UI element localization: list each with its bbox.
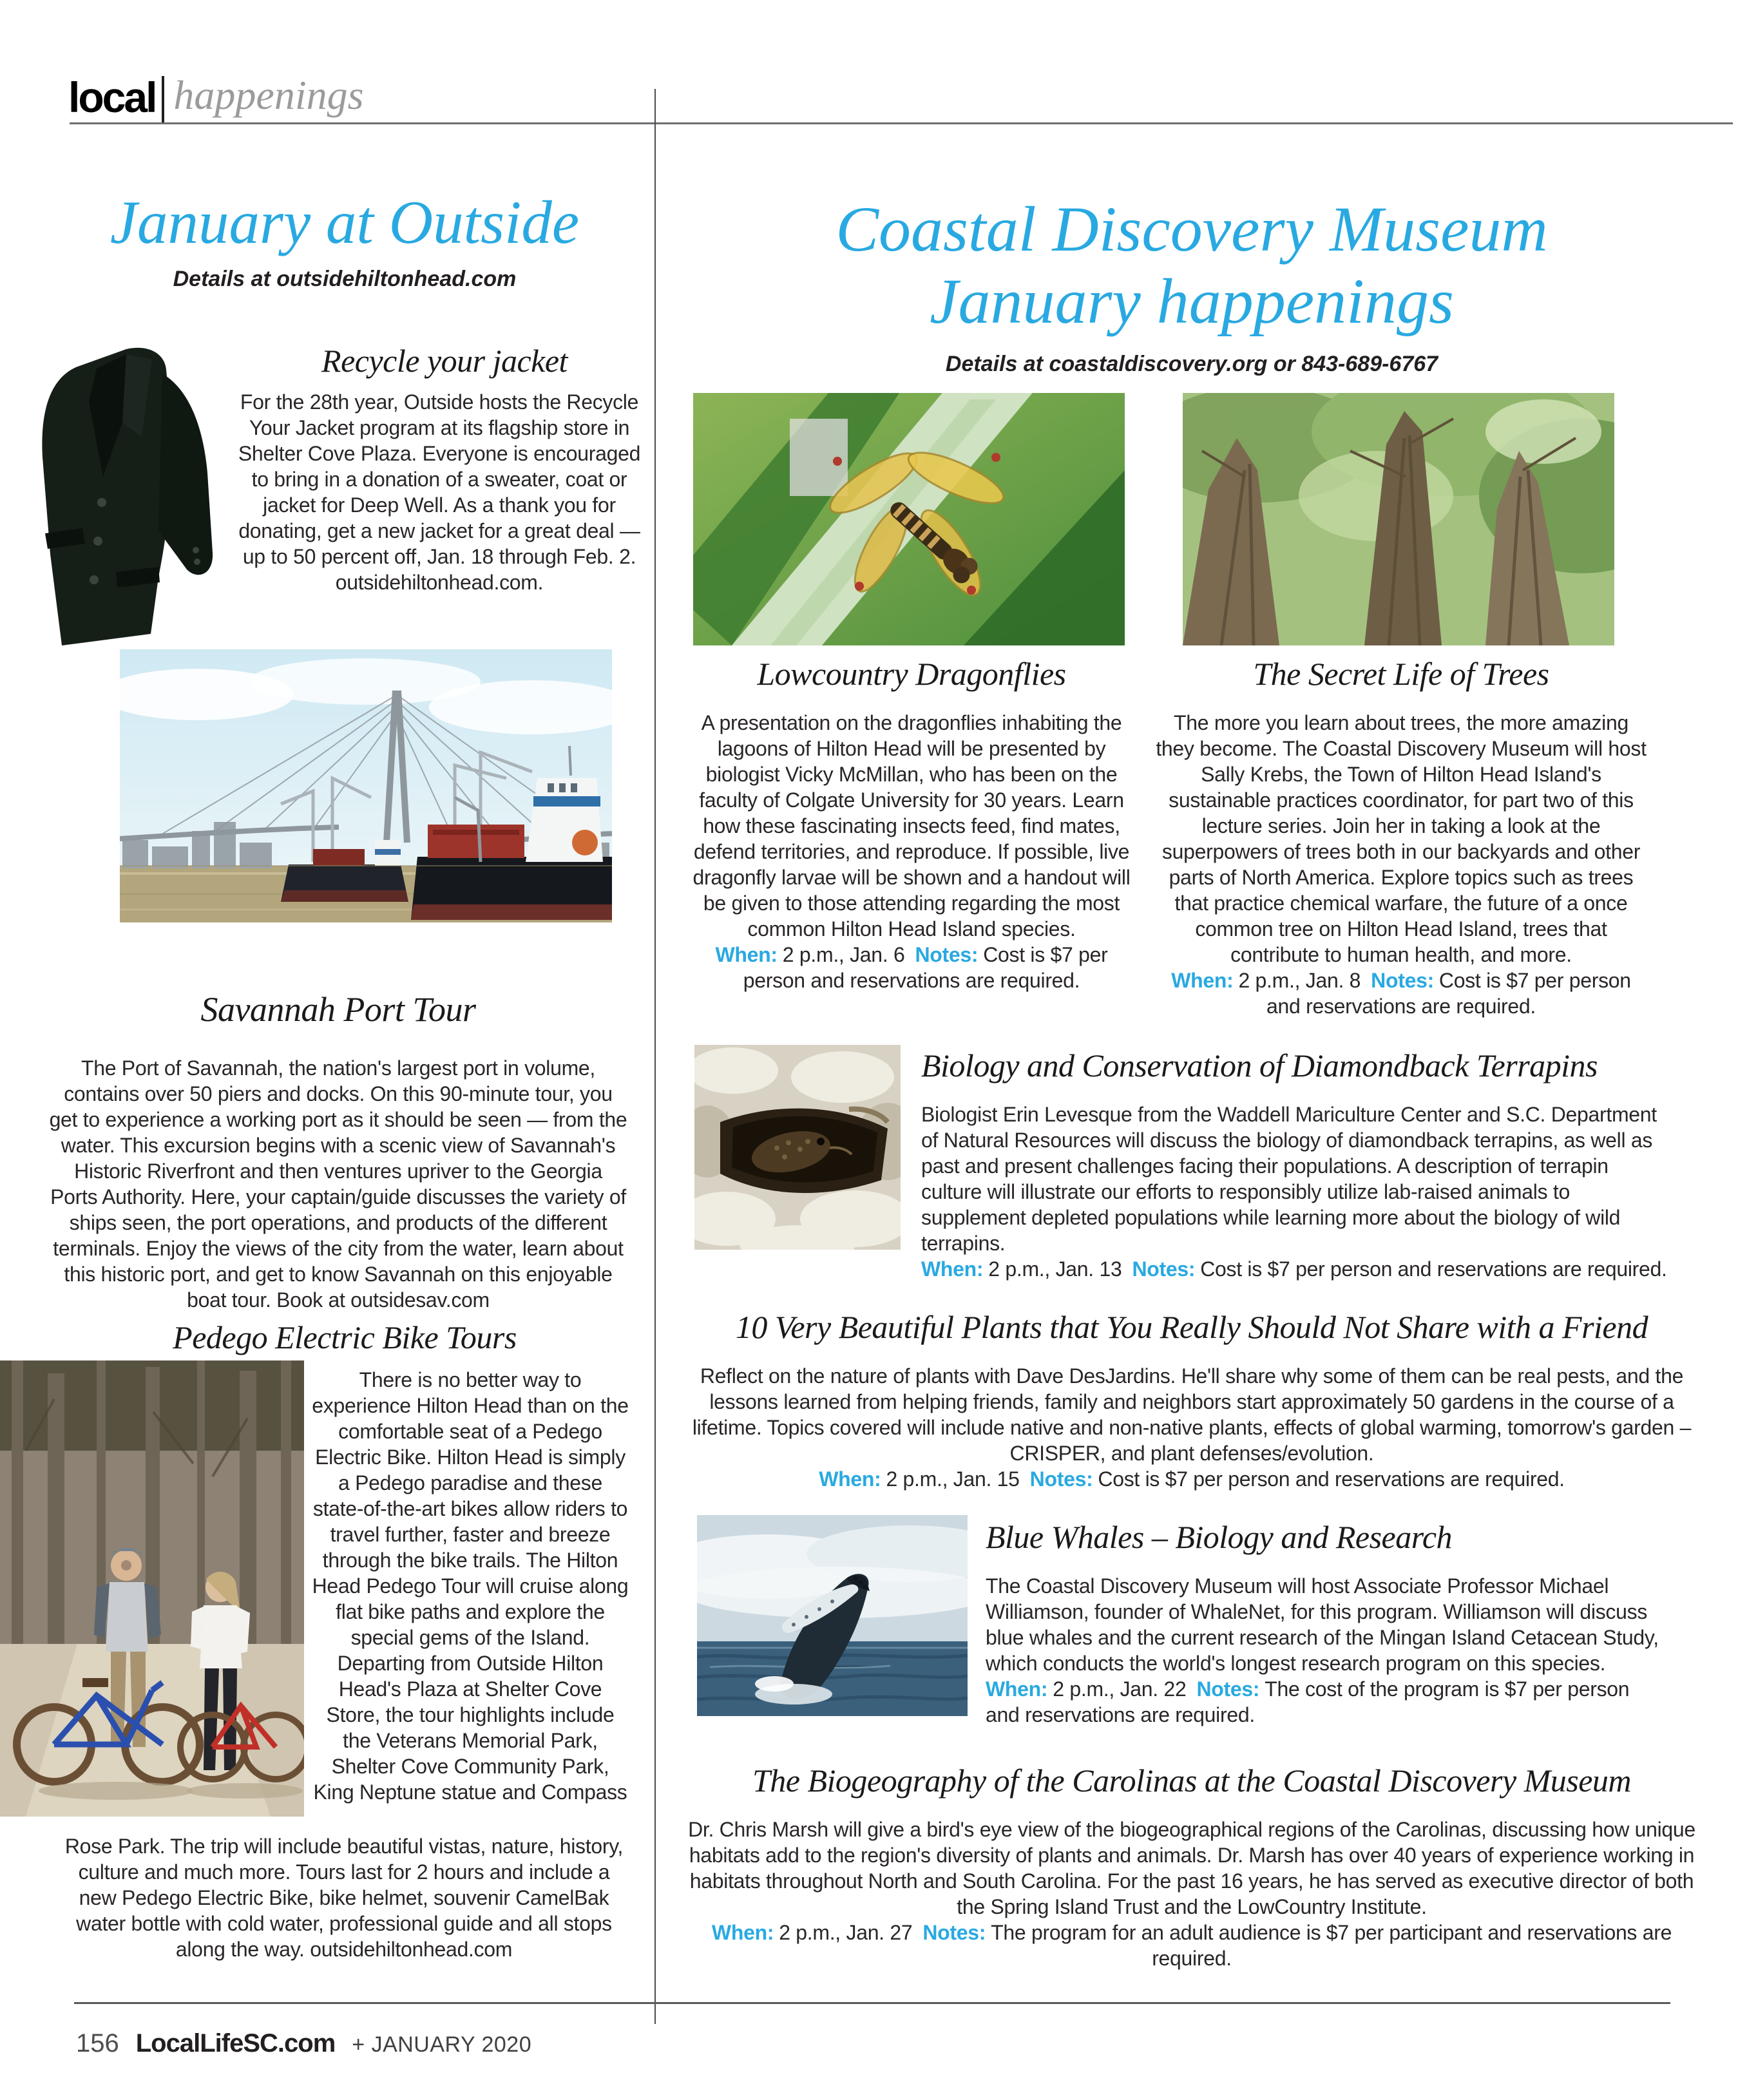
pedego-bikes-photo: [0, 1360, 304, 1817]
biogeography-section: [686, 1762, 1697, 1971]
header-rule: [70, 122, 1733, 124]
when-value: 2 p.m., Jan. 22: [1053, 1677, 1187, 1701]
page-footer: [76, 2029, 531, 2058]
whales-section: [986, 1519, 1668, 1728]
notes-value: Cost is $7 per person and reservations are required.: [1098, 1467, 1565, 1491]
trees-photo: [1183, 393, 1614, 645]
plants-heading: 10 Very Beautiful Plants that You Really Should Not Share with a Friend: [735, 1309, 1648, 1345]
right-title-line1: Coastal Discovery Museum: [836, 193, 1548, 265]
when-label: When:: [711, 1920, 774, 1944]
notes-label: Notes:: [1196, 1677, 1260, 1701]
footer-rule: [74, 2002, 1670, 2004]
right-title-line2: January happenings: [930, 265, 1454, 337]
savannah-section: [48, 989, 628, 1313]
left-subtitle: Details at outsidehiltonhead.com: [173, 267, 517, 292]
notes-label: Notes:: [1132, 1257, 1196, 1281]
recycle-heading-text: Recycle your jacket: [321, 343, 568, 379]
dragonflies-section: [686, 656, 1137, 993]
savannah-body: The Port of Savannah, the nation's largest port in volume, contains over 50 piers and docks. On this 90-minute tour, you get to experience a working port as it should be seen — from the water. This excursion begins with a scenic view of Savannah's Historic Riverfront and then ventures upriver to the Georgia Ports Authority. Here, your captain/guide discusses the variety of ships seen, the port operations, and products of the different terminals. Enjoy the views of the city from the water, learn about this historic port, and get to know Savannah on this enjoyable boat tour. Book at outsidesav.com: [49, 1056, 627, 1312]
trees-when-notes: [1153, 968, 1649, 1019]
pedego-heading-text: Pedego Electric Bike Tours: [173, 1319, 517, 1355]
pedego-body-full: Rose Park. The trip will include beautiful vistas, nature, history, culture and much more. Tours last for 2 hours and include a new Pedego Electric Bike, bike helmet, souvenir CamelBak water bottle with cold water, professional guide and all stops along the way. outsidehiltonhead.com: [64, 1835, 624, 1961]
terrapin-photo: [694, 1045, 901, 1250]
plants-body: Reflect on the nature of plants with Dave DesJardins. He'll share why some of them can be real pests, and the lessons learned from helping friends, family and neighbors start approximately 50 gardens in the course of a lifetime. Topics covered will include native and non-native plants, effects of global warming, tomorrow's garden – CRISPER, and plant defenses/evolution.: [692, 1364, 1692, 1465]
when-value: 2 p.m., Jan. 8: [1238, 968, 1361, 992]
whales-body: The Coastal Discovery Museum will host Associate Professor Michael Williamson, founder of WhaleNet, for this program. Williamson will discuss blue whales and the current research of the Mingan Island Cetacean Study, which conducts the world's longest research program on this species.: [986, 1574, 1659, 1675]
logo-word: local: [68, 73, 156, 121]
footer-issue: + JANUARY 2020: [352, 2032, 532, 2057]
notes-label: Notes:: [922, 1920, 986, 1944]
plants-when-notes: [680, 1466, 1704, 1492]
whales-heading: Blue Whales – Biology and Research: [986, 1519, 1453, 1555]
savannah-port-photo: [120, 649, 612, 922]
left-column-header: [39, 188, 651, 292]
terrapins-heading: Biology and Conservation of Diamondback Terrapins: [921, 1047, 1598, 1083]
pedego-section-heading: [39, 1319, 651, 1357]
pedego-body-column: There is no better way to experience Hilton Head than on the comfortable seat of a Pedego Electric Bike. Hilton Head is simply a Pedego paradise and these state-of-the-art bikes allow riders to travel further, faster and breeze through the bike trails. The Hilton Head Pedego Tour will cruise along flat bike paths and explore the special gems of the Island. Departing from Outside Hilton Head's Plaza at Shelter Cove Store, the tour highlights include the Veterans Memorial Park, Shelter Cove Community Park, King Neptune statue and Compass: [312, 1368, 629, 1804]
trees-section: [1153, 656, 1649, 1019]
dragonflies-heading: Lowcountry Dragonflies: [757, 656, 1066, 692]
notes-label: Notes:: [1371, 968, 1434, 992]
when-label: When:: [1171, 968, 1234, 992]
page-number: 156: [76, 2029, 119, 2057]
notes-value: Cost is $7 per person and reservations are required.: [743, 942, 1108, 992]
dragonflies-body: A presentation on the dragonflies inhabiting the lagoons of Hilton Head will be presented by biologist Vicky McMillan, who has been on the faculty of Colgate University for 30 years. Learn how these fascinating insects feed, find mates, defend territories, and reproduce. If possible, live dragonfly larvae will be shown and a handout will be given to those attending regarding the most common Hilton Head Island species.: [692, 711, 1131, 940]
biogeography-body: Dr. Chris Marsh will give a bird's eye view of the biogeographical regions of the Carolinas, discussing how unique habitats add to the region's diversity of plants and animals. Dr. Marsh has over 40 years of experience working in habitats throughout North and South Carolina. For the past 16 years, he has served as executive director of both the Spring Island Trust and the LowCountry Institute.: [688, 1817, 1695, 1918]
logo-divider-bar: [162, 76, 164, 122]
when-label: When:: [819, 1467, 881, 1491]
when-value: 2 p.m., Jan. 27: [779, 1920, 913, 1944]
dragonflies-when-notes: [686, 942, 1137, 993]
when-label: When:: [921, 1257, 984, 1281]
when-label: When:: [715, 942, 778, 966]
notes-value: The program for an adult audience is $7 per participant and reservations are required.: [991, 1920, 1672, 1970]
left-title: January at Outside: [110, 188, 580, 256]
terrapins-when-notes: [921, 1256, 1668, 1282]
right-column-header: [657, 193, 1726, 377]
recycle-body: For the 28th year, Outside hosts the Recycle Your Jacket program at its flagship store in Shelter Cove Plaza. Everyone is encouraged to bring in a donation of a sweater, coat or jacket for Deep Well. As a thank you for donating, get a new jacket for a great deal — up to 50 percent off, Jan. 18 through Feb. 2. outsidehiltonhead.com.: [238, 390, 641, 594]
plants-section: [680, 1309, 1704, 1492]
when-label: When:: [986, 1677, 1048, 1701]
dragonfly-photo: [693, 393, 1125, 645]
biogeography-when-notes: [686, 1920, 1697, 1971]
when-value: 2 p.m., Jan. 15: [886, 1467, 1020, 1491]
terrapins-section: [921, 1047, 1668, 1282]
savannah-heading: Savannah Port Tour: [200, 990, 476, 1029]
when-value: 2 p.m., Jan. 6: [782, 942, 905, 966]
whales-when-notes: [986, 1676, 1668, 1728]
notes-value: Cost is $7 per person and reservations are required.: [1200, 1257, 1667, 1281]
whale-photo: [697, 1515, 968, 1716]
footer-site: LocalLifeSC.com: [135, 2029, 336, 2057]
terrapins-body: Biologist Erin Levesque from the Waddell Mariculture Center and S.C. Department of Natural Resources will discuss the biology of diamondback terrapins, as well as past and present challenges facing their populations. A description of terrapin culture will illustrate our efforts to responsibly utilize lab-raised animals to supplement depleted populations while learning more about the biology of wild terrapins.: [921, 1102, 1657, 1255]
recycle-section-heading: [245, 343, 644, 380]
notes-label: Notes:: [915, 942, 979, 966]
notes-value: Cost is $7 per person and reservations are required.: [1266, 968, 1631, 1018]
trees-heading: The Secret Life of Trees: [1253, 656, 1549, 692]
biogeography-heading: The Biogeography of the Carolinas at the Coastal Discovery Museum: [752, 1762, 1632, 1799]
local-happenings-logo: [68, 72, 364, 122]
notes-value: The cost of the program is $7 per person and reservations are required.: [986, 1677, 1630, 1726]
when-value: 2 p.m., Jan. 13: [988, 1257, 1122, 1281]
column-divider-line: [654, 89, 656, 2024]
logo-script-word: happenings: [173, 72, 364, 118]
notes-label: Notes:: [1029, 1467, 1093, 1491]
right-subtitle: Details at coastaldiscovery.org or 843-689-6767: [945, 352, 1438, 376]
trees-body: The more you learn about trees, the more amazing they become. The Coastal Discovery Museum will host Sally Krebs, the Town of Hilton Head Island's sustainable practices coordinator, for part two of this lecture series. Join her in taking a look at the superpowers of trees both in our backyards and other parts of North America. Explore topics such as trees that practice chemical warfare, the future of a once common tree on Hilton Head Island, trees that contribute to human health, and more.: [1156, 711, 1647, 966]
jacket-photo: [0, 340, 227, 651]
